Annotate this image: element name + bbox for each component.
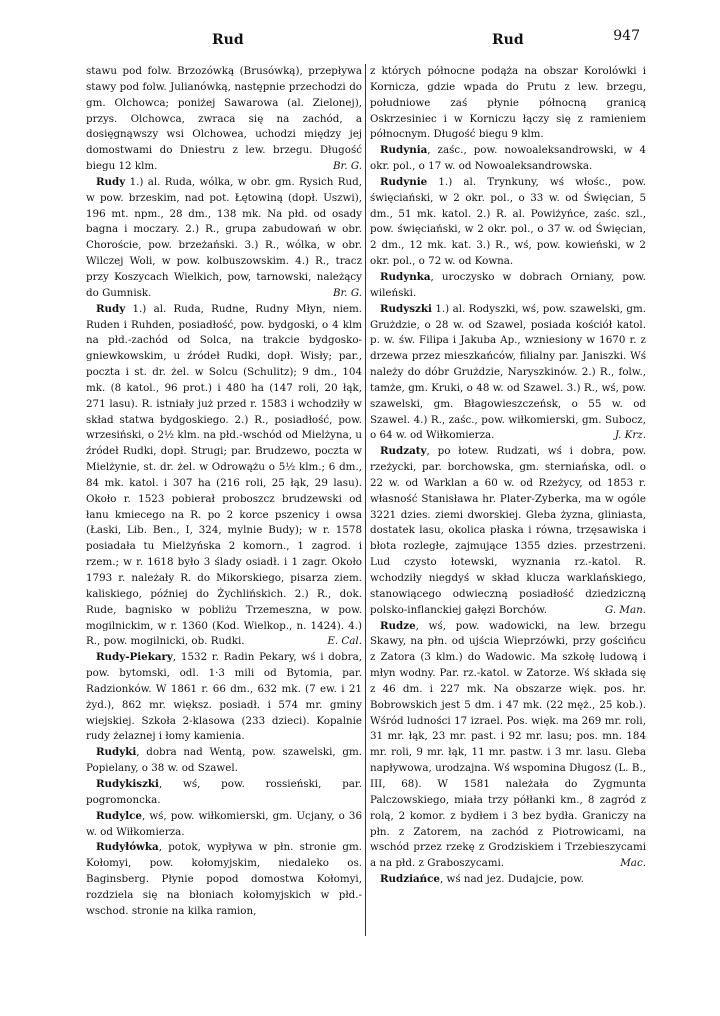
dictionary-entry [370, 444, 646, 618]
entry-text: 1.) al. Ruda, Rudne, Rudny Młyn, niem. Ruden i Ruhden, posiadłość, pow. bydgoski, o 4 klm na płd.-zachód od Solca, na trakcie bydgosko-gniewkowskim, u źródeł Rudki, dopł. Wisły; par., poczta i st. dr. żel. w Solcu (Schulitz); 9 dm., 104 mk. (8 katol., 96 prot.) i 480 ha (147 roli, 20 łąk, 271 lasu). R. istniały już przed r. 1583 i wchodziły w skład statwa bydgoskiego. 2.) R., posiadłość, pow. wrzesiński, o 2½ klm. na płd.-wschód od Mielżyna, u źródeł Rudki, dopł. Strugi; par. Brudzewo, poczta w Mielżynie, st. dr. żel. w Odrowążu o 5½ klm.; 6 dm., 84 mk. katol. i 307 ha (216 roli, 25 łąk, 29 lasu). Około r. 1523 pobierał proboszcz brudzewski od łanu kmiecego na R. po 2 korce pszenicy i owsa (Łaski, Lib. Ben., I, 324, mylnie Budy); w r. 1578 posiadała tu Mielżyńska 2 komorn., 1 zagrod. i rzem.; w r. 1618 było 3 ślady osiadł. i 1 zagr. Około 1793 r. należały R. do Mikorskiego, pisarza ziem. kaliskiego, później do Żychlińskich. 2.) R., dok. Rude, bagnisko w pobliżu Trzemeszna, w pow. mogilnickim, w r. 1360 (Kod. Wielkop., n. 1424). 4.) R., pow. mogilnicki, ob. Rudki. [86, 302, 362, 648]
entry-text: , po łotew. Rudzati, wś i dobra, pow. rzeżycki, par. borchowska, gm. sterniańska, odl. o 22 w. od Warklan a 60 w. od Rzeżycy, od 1853 r. własność Stanisława hr. Plater-Zyberka, ma w ogóle 3221 dzies. ziemi dworskiej. Gleba żyzna, gliniasta, dostatek lasu, okolica płaska i równa, trzęsawiska i błota rozległe, zajmujące 1355 dzies. przestrzeni. Lud czysto łotewski, wyznania rz.-katol. R. wchodziły niegdyś w skład klucza warklańskiego, stanowiącego odwieczną posiadłość dziedziczną polsko-inflanckiej gałęzi Borchów. [370, 445, 646, 616]
dictionary-entry [370, 175, 646, 270]
entry-headword: Rudyłówka [96, 841, 159, 854]
dictionary-entry [86, 64, 362, 175]
dictionary-entry [370, 872, 646, 888]
entry-text: , wś nad jez. Dudajcie, pow. [439, 873, 584, 886]
dictionary-entry [370, 619, 646, 873]
entry-headword: Rudynia [380, 144, 428, 157]
entry-author-signature: Br. G. [332, 160, 362, 173]
entry-author-signature: G. Man. [605, 603, 646, 616]
entry-author-signature: J. Krz. [614, 429, 646, 442]
dictionary-entry [370, 270, 646, 302]
entry-headword: Rudynie [380, 175, 428, 188]
entry-headword: Rudyki [96, 746, 137, 759]
entry-text: , uroczysko w dobrach Orniany, pow. wileński. [370, 270, 646, 299]
text-columns [86, 64, 650, 944]
entry-headword: Rudzaty [380, 445, 427, 458]
entry-headword: Rudykiszki [96, 777, 159, 790]
dictionary-entry [370, 64, 646, 143]
header-center-word: Rud [492, 32, 524, 48]
dictionary-entry [86, 777, 362, 809]
entry-text: stawu pod folw. Brzozówką (Brusówką), przepływa stawy pod folw. Julianówką, następnie przechodzi do gm. Olchowca; poniżej Sawarowa (al. Zielonej), przys. Olchowca, zwraca się na zachód, a dosięgnąwszy wsi Olchowea, uchodzi między jej domostwami do Dniestru z lew. brzegu. Długość biegu 12 klm. [86, 65, 362, 173]
entry-text: 1.) al. Trynkuny, wś włośc., pow. święciański, w 2 okr. pol., o 33 w. od Święcian, 5 dm., 51 mk. katol. 2.) R. al. Powiżyńce, zaśc. szl., pow. święciański, w 2 okr. pol., o 37 w. od Święcian, 2 dm., 12 mk. kat. 3.) R., wś, pow. kowieński, w 2 okr. pol., o 72 w. od Kowna. [370, 175, 646, 268]
page-number: 947 [613, 28, 640, 44]
entry-headword: Rudynka [380, 270, 431, 283]
dictionary-entry [370, 143, 646, 175]
entry-author-signature: Mac. [620, 857, 646, 870]
entry-text: , potok, wypływa w płn. stronie gm. Kołomyi, pow. kołomyjskim, niedaleko os. Baginsberg. Płynie popod domostwa Kołomyi, rozdziela się na błoniach kołomyjskich w płd.-wschod. stronie na kilka ramion, [86, 841, 362, 917]
entry-headword: Rudy [96, 175, 126, 188]
dictionary-entry [86, 650, 362, 745]
entry-headword: Rudyszki [380, 302, 432, 315]
entry-text: z których północne podąża na obszar Korolówki i Kornicza, gdzie wpada do Prutu z lew. brzegu, południowe zaś płynie północną granicą Oskrzesiniec i w Korniczu łączy się z ramieniem północnym. Długość biegu 9 klm. [370, 65, 646, 141]
column-divider [365, 64, 366, 936]
entry-text: , zaśc., pow. nowoaleksandrowski, w 4 okr. pol., o 17 w. od Nowoaleksandrowska. [370, 144, 646, 173]
header-left-word: Rud [212, 32, 244, 48]
left-column [86, 64, 362, 944]
dictionary-entry [86, 840, 362, 919]
dictionary-entry [86, 745, 362, 777]
entry-text: , dobra nad Wentą, pow. szawelski, gm. Popielany, o 38 w. od Szawel. [86, 746, 362, 775]
entry-headword: Rudze [380, 619, 416, 632]
entry-headword: Rudylce [96, 809, 142, 822]
entry-text: 1.) al. Ruda, wólka, w obr. gm. Rysich Rud, w pow. brzeskim, nad pot. Łętowiną (dopł. Uszwi), 196 mt. npm., 28 dm., 138 mk. Na płd. od osady bagna i moczary. 2.) R., grupa zabudowań w obr. Choroście, pow. brzeżański. 3.) R., wólka, w obr. Wilczej Woli, w pow. kolbuszowskim. 4.) R., tracz przy Koszycach Wielkich, pow, tarnowski, należący do Gumnisk. [86, 175, 362, 299]
entry-author-signature: E. Cal. [327, 635, 362, 648]
right-column [370, 64, 646, 944]
dictionary-entry [86, 809, 362, 841]
entry-headword: Rudziańce [380, 873, 440, 886]
entry-text: 1.) al. Rodyszki, wś, pow. szawelski, gm. Grużdzie, o 28 w. od Szawel, posiada kościół katol. p. w. św. Filipa i Jakuba Ap., wzniesiony w 1670 r. z drzewa przez mieszkańców, filialny par. Janiszki. Wś należy do dóbr Grużdzie, Naryszkinów. 2.) R., folw., tamże, gm. Kruki, o 48 w. od Szawel. 3.) R., wś, pow. szawelski, gm. Błagowieszczeńsk, o 55 w. od Szawel. 4.) R., zaśc., pow. wiłkomierski, gm. Subocz, o 64 w. od Wiłkomierza. [370, 302, 646, 442]
entry-author-signature: Br. G. [332, 286, 362, 299]
entry-headword: Rudy-Piekary [96, 651, 173, 664]
entry-text: , 1532 r. Radin Pekary, wś i dobra, pow. bytomski, odl. 1·3 mili od Bytomia, par. Radzionków. W 1861 r. 66 dm., 632 mk. (7 ew. i 21 żyd.), 862 mr. większ. posiadł. i 574 mr. gminy wiejskiej. Szkoła 2-klasowa (233 dzieci). Kopalnie rudy żelaznej i łomy kamienia. [86, 651, 362, 743]
dictionary-entry [86, 175, 362, 302]
entry-text: , wś, pow. wadowicki, na lew. brzegu Skawy, na płn. od ujścia Wieprzówki, przy gościńcu z Zatora (3 klm.) do Wadowic. Ma szkołę ludową i młyn wodny. Par. rz.-katol. w Zatorze. Wś składa się z 46 dm. i 227 mk. Na obszarze więk. pos. hr. Bobrowskich jest 5 dm. i 47 mk. (22 męż., 25 kob.). Wśród ludności 17 izrael. Pos. więk. ma 269 mr. roli, 31 mr. łąk, 23 mr. past. i 92 mr. lasu; pos. mn. 184 mr. roli, 9 mr. łąk, 11 mr. pastw. i 3 mr. lasu. Gleba napływowa, urodzajna. Wś wspomina Długosz (L. B., III, 68). W 1581 należała do Zygmunta Palczowskiego, miała trzy półłanki km., 8 zagród z rolą, 2 komor. z bydłem i 3 bez bydła. Graniczy na płn. z Zatorem, na zachód z Piotrowicami, na wschód przez rzekę z Grodziskiem i Trzebieszycami a na płd. z Graboszycami. [370, 619, 646, 870]
entry-headword: Rudy [96, 302, 126, 315]
dictionary-entry [86, 302, 362, 651]
entry-text: , wś, pow. wiłkomierski, gm. Ucjany, o 36 w. od Wiłkomierza. [86, 809, 362, 838]
dictionary-entry [370, 302, 646, 445]
entry-text: , wś, pow. rossieński, par. pogromoncka. [86, 777, 362, 806]
page-header [86, 28, 640, 52]
